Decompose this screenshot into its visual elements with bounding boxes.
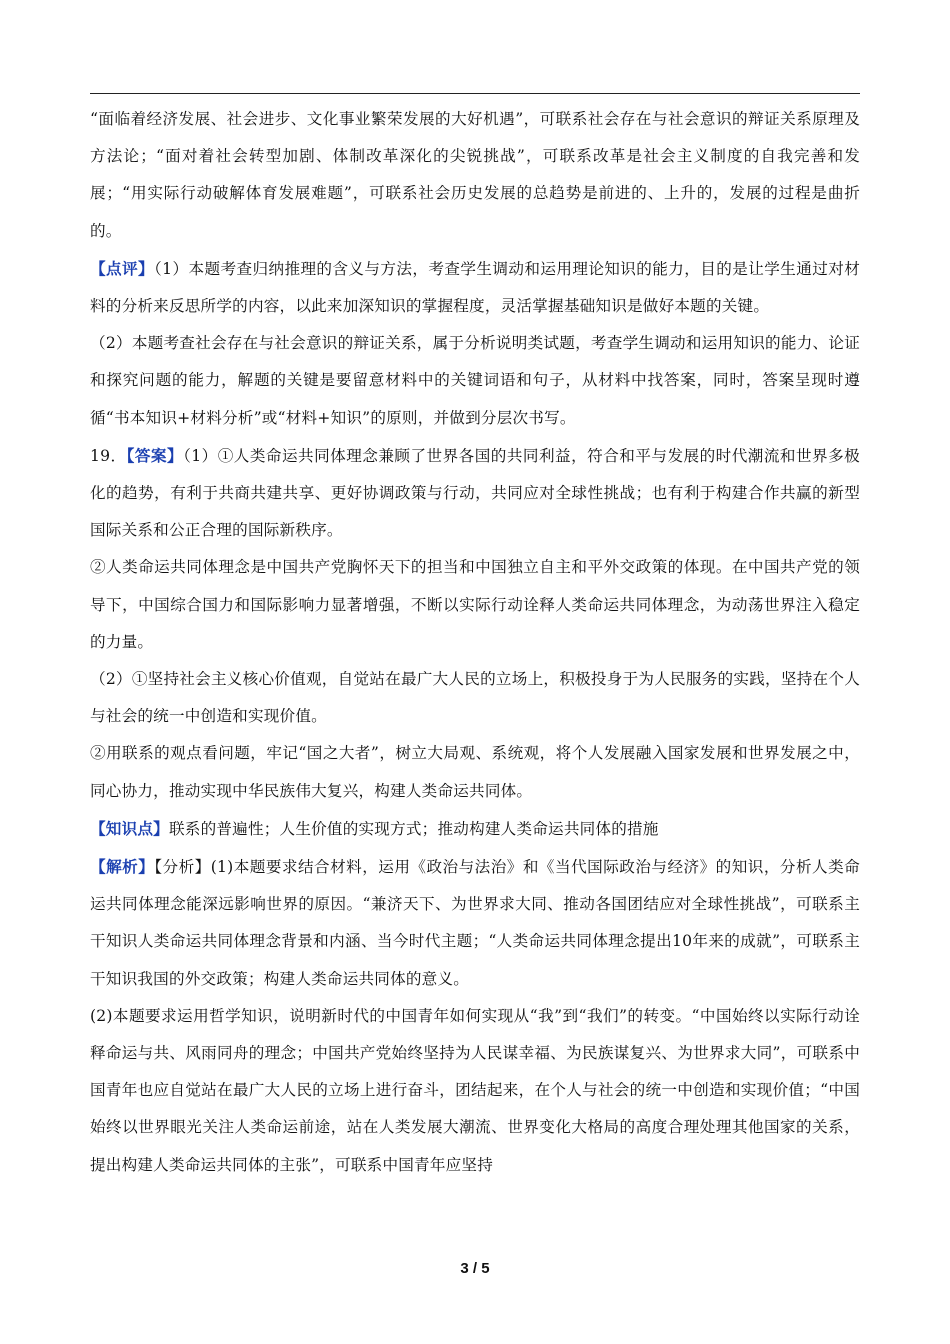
question-number: 19． [90, 446, 127, 465]
explanation-tag: 【解析】 [90, 857, 155, 877]
answer-1-text: （1）①人类命运共同体理念兼顾了世界各国的共同利益，符合和平与发展的时代潮流和世界多极化的趋势，有利于共商共建共享、更好协调政策与行动，共同应对全球性挑战；也有利于构建合作共赢的新型国际关系和公正合理的国际新秩序。 [90, 446, 860, 540]
explanation-paragraph-1 [90, 848, 860, 998]
comment-paragraph-2: （2）本题考查社会存在与社会意识的辩证关系，属于分析说明类试题，考查学生调动和运用知识的能力、论证和探究问题的能力，解题的关键是要留意材料中的关键词语和句子，从材料中找答案，同时，答案呈现时遵循“书本知识+材料分析”或“材料+知识”的原则，并做到分层次书写。 [90, 334, 860, 427]
q19-answer-paragraph-2: ②人类命运共同体理念是中国共产党胸怀天下的担当和中国独立自主和平外交政策的体现。在中国共产党的领导下，中国综合国力和国际影响力显著增强，不断以实际行动诠释人类命运共同体理念，为动荡世界注入稳定的力量。 [90, 558, 860, 651]
knowledge-point-tag: 【知识点】 [90, 818, 169, 838]
q19-answer-paragraph-3: （2）①坚持社会主义核心价值观，自觉站在最广大人民的立场上，积极投身于为人民服务的实践，坚持在个人与社会的统一中创造和实现价值。 [90, 670, 860, 726]
analysis-paragraph: “面临着经济发展、社会进步、文化事业繁荣发展的大好机遇”，可联系社会存在与社会意识的辩证关系原理及方法论；“面对着社会转型加剧、体制改革深化的尖锐挑战”，可联系改革是社会主义制度的自我完善和发展；“用实际行动破解体育发展难题”，可联系社会历史发展的总趋势是前进的、上升的，发展的过程是曲折的。 [90, 110, 860, 240]
knowledge-point-paragraph [90, 810, 860, 848]
comment-tag: 【点评】 [90, 258, 154, 278]
explanation-text-1: 【分析】(1)本题要求结合材料，运用《政治与法治》和《当代国际政治与经济》的知识，分析人类命运共同体理念能深远影响世界的原因。“兼济天下、为世界求大同、推动各国团结应对全球性挑战”，可联系主干知识人类命运共同体理念背景和内涵、当今时代主题；“人类命运共同体理念提出10年来的成就”，可联系主干知识我国的外交政策；构建人类命运共同体的意义。 [90, 858, 860, 988]
q19-answer-paragraph-4: ②用联系的观点看问题，牢记“国之大者”，树立大局观、系统观，将个人发展融入国家发展和世界发展之中，同心协力，推动实现中华民族伟大复兴，构建人类命运共同体。 [90, 744, 860, 800]
document-body [90, 101, 860, 1184]
explanation-paragraph-2: (2)本题要求运用哲学知识，说明新时代的中国青年如何实现从“我”到“我们”的转变。“中国始终以实际行动诠释命运与共、风雨同舟的理念；中国共产党始终坚持为人民谋幸福、为民族谋复兴、为世界求大同”，可联系中国青年也应自觉站在最广大人民的立场上进行奋斗，团结起来，在个人与社会的统一中创造和实现价值；“中国始终以世界眼光关注人类命运前途，站在人类发展大潮流、世界变化大格局的高度合理处理其他国家的关系，提出构建人类命运共同体的主张”，可联系中国青年应坚持 [90, 1006, 860, 1174]
page-number: 3 / 5 [460, 1260, 490, 1277]
comment-text-1: （1）本题考查归纳推理的含义与方法，考查学生调动和运用理论知识的能力，目的是让学生通过对材料的分析来反思所学的内容，以此来加深知识的掌握程度，灵活掌握基础知识是做好本题的关键。 [90, 259, 860, 316]
q19-answer-paragraph-1 [90, 437, 860, 550]
answer-tag: 【答案】 [126, 445, 184, 465]
knowledge-point-text: 联系的普遍性；人生价值的实现方式；推动构建人类命运共同体的措施 [168, 819, 659, 838]
header-rule [90, 93, 860, 94]
comment-paragraph-1 [90, 250, 860, 325]
